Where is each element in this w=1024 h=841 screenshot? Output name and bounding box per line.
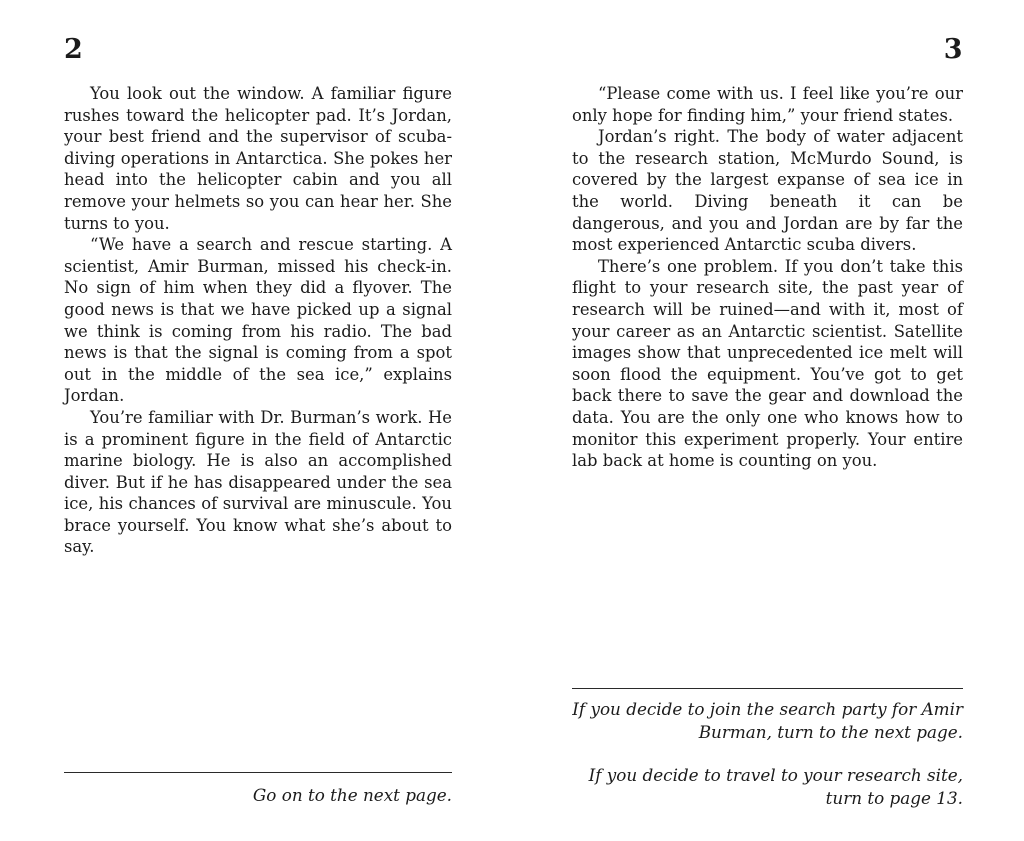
footer-rule-right <box>572 688 963 689</box>
paragraph: Jordan’s right. The body of water adjacent to the research station, McMurdo Sound, is covered by the largest expanse of sea ice in the world. Diving beneath it can be dangerous, and you and Jordan are by far the most experienced Antarctic scuba divers. <box>572 127 963 255</box>
page-right-body <box>572 83 963 472</box>
continue-instruction: Go on to the next page. <box>252 785 452 805</box>
paragraph: “Please come with us. I feel like you’re our only hope for finding him,” your friend states. <box>572 84 963 125</box>
choices-block <box>572 698 963 830</box>
footer-rule-left <box>64 772 452 773</box>
page-number-left: 2 <box>64 34 84 65</box>
paragraph: There’s one problem. If you don’t take this flight to your research site, the past year of research will be ruined—and with it, most of your career as an Antarctic scientist. Satellite images show that unprecedented ice melt will soon flood the equipment. You’ve got to get back there to save the gear and download the data. You are the only one who knows how to monitor this experiment properly. Your entire lab back at home is counting on you. <box>572 256 963 471</box>
page-left <box>64 36 452 841</box>
paragraph: You’re familiar with Dr. Burman’s work. He is a prominent figure in the field of Antarctic marine biology. He is also an accomplished diver. But if he has disappeared under the sea ice, his chances of survival are minuscule. You brace yourself. You know what she’s about to say. <box>64 407 452 557</box>
choice-travel-research-site: If you decide to travel to your research site, turn to page 13. <box>588 765 963 808</box>
page-number-right: 3 <box>943 34 963 65</box>
choice-join-search-party: If you decide to join the search party for Amir Burman, turn to the next page. <box>572 699 963 742</box>
paragraph: “We have a search and rescue starting. A scientist, Amir Burman, missed his check-in. No sign of him when they did a flyover. The good news is that we have picked up a signal we think is coming from his radio. The bad news is that the signal is coming from a spot out in the middle of the sea ice,” explains Jordan. <box>64 235 452 406</box>
page-right <box>572 36 963 841</box>
paragraph: You look out the window. A familiar figure rushes toward the helicopter pad. It’s Jordan, your best friend and the supervisor of scuba-diving operations in Antarctica. She pokes her head into the helicopter cabin and you all remove your helmets so you can hear her. She turns to you. <box>64 84 452 233</box>
page-left-body <box>64 83 452 558</box>
